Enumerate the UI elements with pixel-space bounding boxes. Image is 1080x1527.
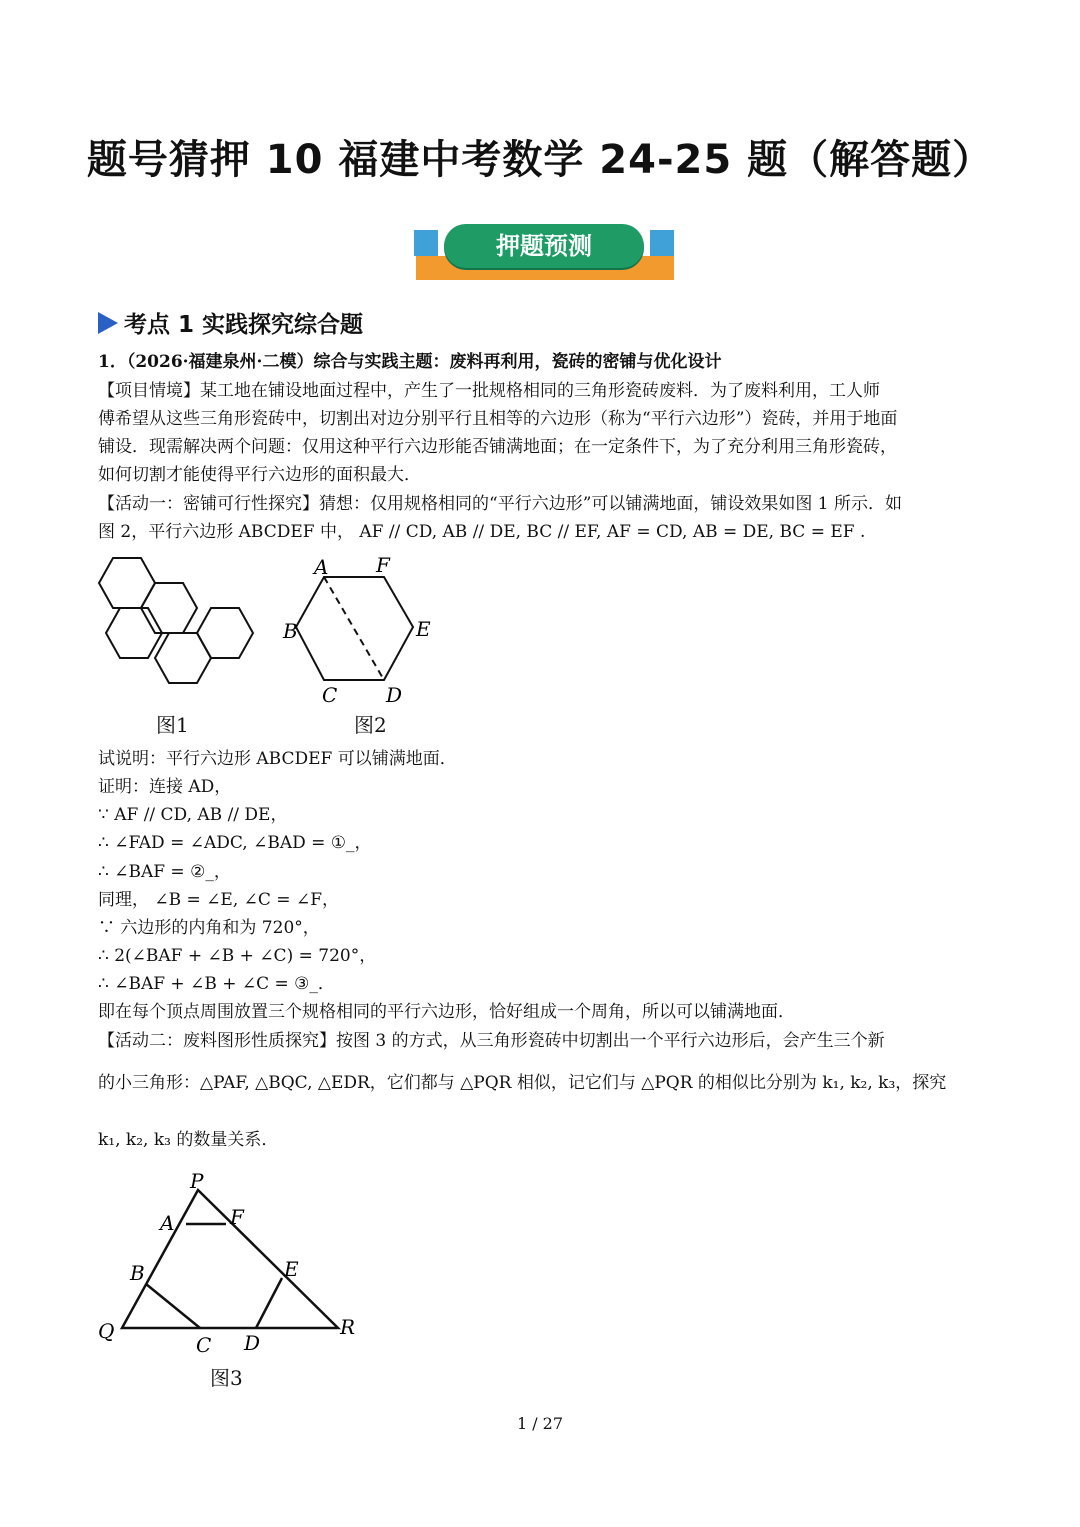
point-label: F (376, 553, 390, 577)
banner-right-tab (650, 230, 674, 256)
segment-de (256, 1278, 282, 1328)
prediction-banner (414, 222, 674, 280)
figure-2-hexagon-abcdef (276, 552, 446, 710)
activity1-line-2: 图 2，平行六边形 ABCDEF 中， AF // CD, AB // DE, BC // EF, AF = CD, AB = DE, BC = EF . (98, 522, 866, 542)
figure-3-triangle-pqr (92, 1168, 372, 1358)
point-label: D (386, 683, 403, 707)
activity1-line-1: 【活动一：密铺可行性探究】猜想：仅用规格相同的“平行六边形”可以铺满地面，铺设效果如图 1 所示．如 (98, 494, 903, 514)
tile-hexagon (106, 608, 162, 658)
hexagon-outline (296, 577, 413, 680)
tile-hexagon (197, 608, 253, 658)
activity2-line-2: 的小三角形：△PAF, △BQC, △EDR，它们都与 △PQR 相似，记它们与 △PQR 的相似比分别为 k₁, k₂, k₃，探究 (98, 1073, 947, 1093)
proof-line-5: ∴ ∠BAF = ②_， (98, 862, 231, 882)
figure-1-hexagon-tiling (94, 552, 264, 702)
banner-label: 押题预测 (444, 224, 644, 268)
proof-line-2: 证明：连接 AD， (98, 777, 232, 797)
tile-hexagon (99, 558, 155, 608)
context-line-1: 【项目情境】某工地在铺设地面过程中，产生了一批规格相同的三角形瓷砖废料．为了废料利用，工人师 (98, 381, 880, 401)
proof-line-6: 同理， ∠B = ∠E, ∠C = ∠F， (98, 890, 339, 910)
proof-conclusion: 即在每个顶点周围放置三个规格相同的平行六边形，恰好组成一个周角，所以可以铺满地面． (98, 1002, 795, 1022)
context-line-2: 傅希望从这些三角形瓷砖中，切割出对边分别平行且相等的六边形（称为“平行六边形”）瓷砖，并用于地面 (98, 409, 898, 429)
point-label: E (284, 1257, 299, 1281)
document-title: 题号猜押 10 福建中考数学 24-25 题（解答题） (86, 137, 994, 183)
section-heading (98, 306, 363, 339)
diagonal-ad (324, 577, 384, 680)
point-label: A (314, 555, 329, 579)
point-label: A (160, 1211, 175, 1235)
point-label: B (130, 1261, 145, 1285)
proof-line-3: ∵ AF // CD, AB // DE， (98, 805, 288, 825)
context-line-3: 铺设．现需解决两个问题：仅用这种平行六边形能否铺满地面；在一定条件下，为了充分利用三角形瓷砖， (98, 437, 897, 457)
tile-hexagon (141, 583, 197, 633)
proof-line-1: 试说明：平行六边形 ABCDEF 可以铺满地面． (98, 749, 457, 769)
point-label: Q (98, 1319, 115, 1343)
figure-3-label: 图3 (210, 1366, 243, 1390)
activity2-line-3: k₁, k₂, k₃ 的数量关系． (98, 1130, 279, 1150)
page-number: 1 / 27 (516, 1414, 564, 1433)
tile-hexagon (155, 633, 211, 683)
point-label: R (340, 1315, 356, 1339)
figure-1-label: 图1 (156, 713, 189, 737)
point-label: P (190, 1169, 204, 1193)
banner-left-tab (414, 230, 438, 256)
point-label: C (322, 683, 338, 707)
triangle-arrow-icon (98, 312, 118, 334)
point-label: C (196, 1333, 212, 1357)
segment-bc (146, 1284, 200, 1328)
question-intro: 1．（2026·福建泉州·二模）综合与实践主题：废料再利用，瓷砖的密铺与优化设计 (98, 352, 722, 372)
figure-2-label: 图2 (354, 713, 387, 737)
section-title: 考点 1 实践探究综合题 (124, 312, 364, 338)
context-line-4: 如何切割才能使得平行六边形的面积最大． (98, 465, 421, 485)
point-label: D (244, 1331, 261, 1355)
proof-line-8: ∴ 2(∠BAF + ∠B + ∠C) = 720°， (98, 946, 377, 966)
point-label: E (416, 617, 431, 641)
activity2-line-1: 【活动二：废料图形性质探究】按图 3 的方式，从三角形瓷砖中切割出一个平行六边形后，会产生三个新 (98, 1031, 885, 1051)
proof-line-9: ∴ ∠BAF + ∠B + ∠C = ③_． (98, 974, 335, 994)
proof-line-4: ∴ ∠FAD = ∠ADC, ∠BAD = ①_， (98, 833, 372, 853)
point-label: B (283, 619, 298, 643)
point-label: F (230, 1205, 244, 1229)
proof-line-7: ∵ 六边形的内角和为 720°， (98, 918, 320, 938)
